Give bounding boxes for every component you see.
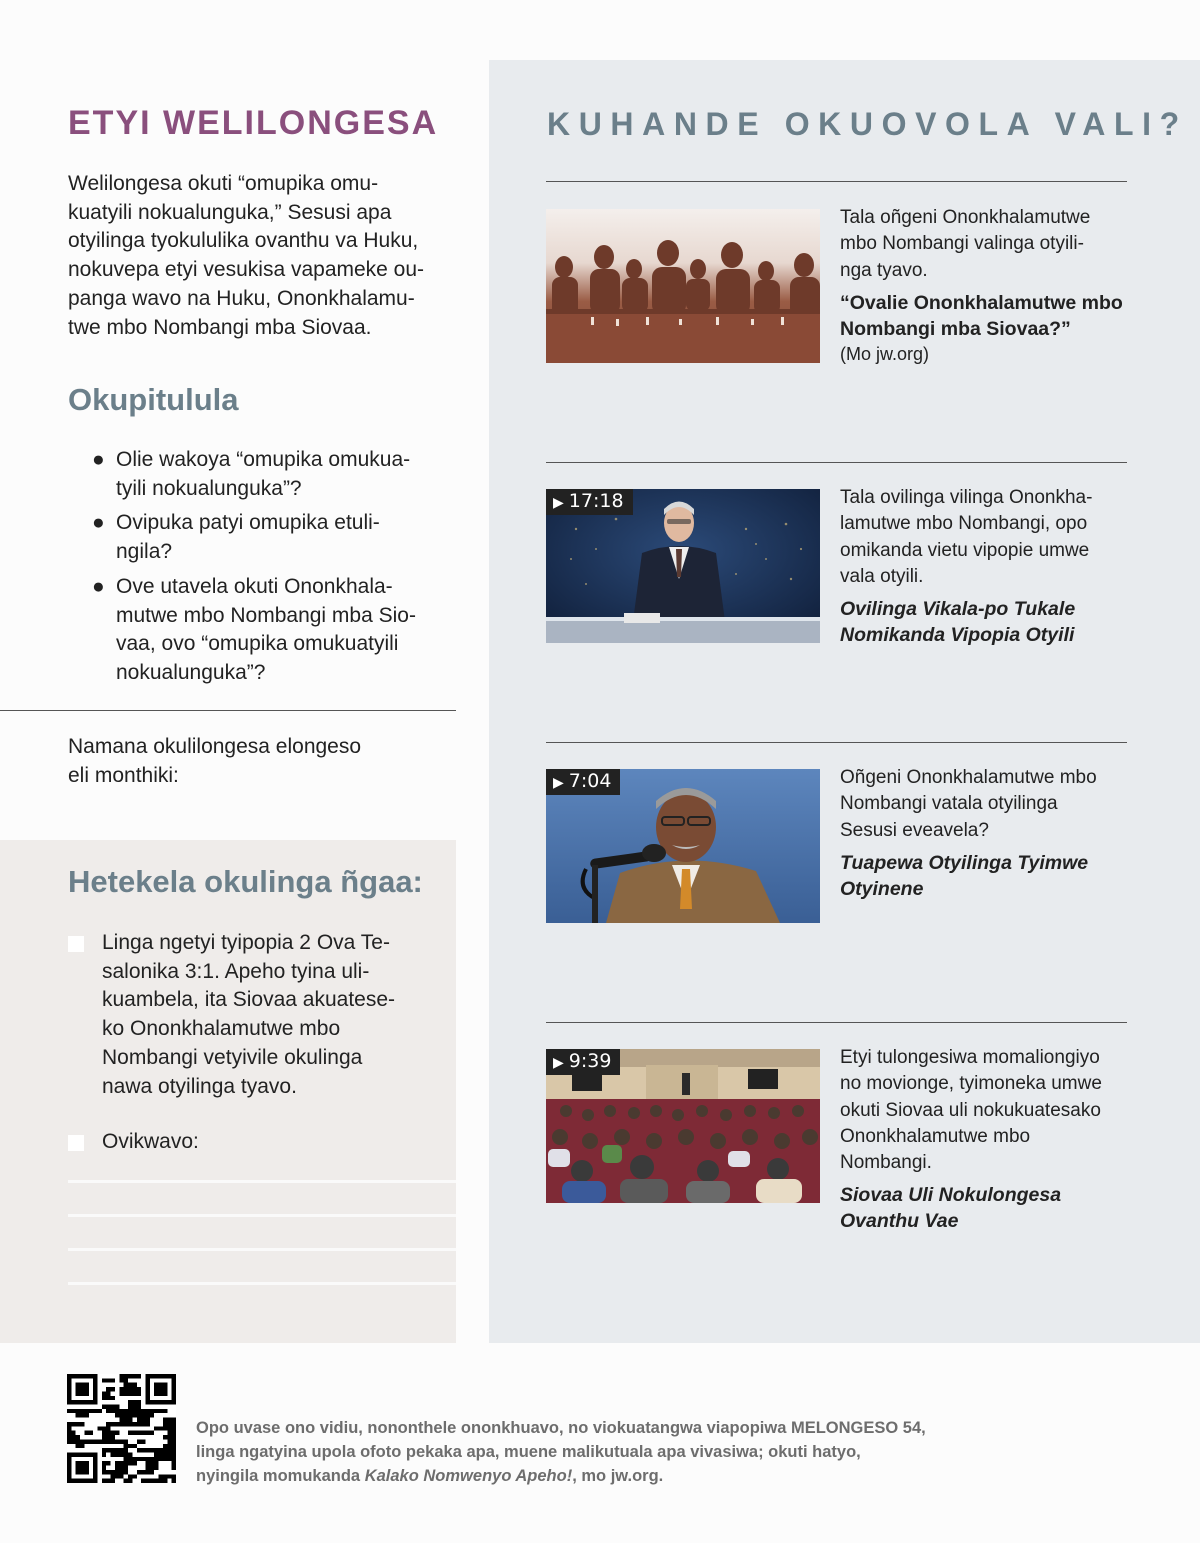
- question-line: nokualunguka”?: [116, 660, 266, 684]
- right-panel: [489, 60, 1200, 1343]
- footer-line: linga ngatyina upola ofoto pekaka apa, muene malikutuala apa vivasiwa; okuti hatyo,: [196, 1443, 861, 1461]
- task-line: salonika 3:1. Apeho tyina uli-: [102, 959, 370, 983]
- description-line: Etyi tulongesiwa momaliongiyo: [840, 1047, 1100, 1068]
- task-line: ko Ononkhalamutwe mbo: [102, 1017, 341, 1041]
- try-heading: Hetekela okulinga ñgaa:: [68, 864, 423, 899]
- prompt-line: eli monthiki:: [68, 763, 179, 787]
- duration-text: 7:04: [568, 770, 612, 792]
- task-line: kuambela, ita Siovaa akuatese-: [102, 988, 396, 1012]
- description-line: vala otyili.: [840, 565, 924, 587]
- review-question: [92, 446, 452, 503]
- intro-line: nokuvepa etyi vesukisa vapameke ou-: [68, 258, 425, 282]
- title-line: Nomikanda Vipopia Otyili: [840, 624, 1075, 647]
- task-item-other[interactable]: [68, 1128, 438, 1157]
- silhouette-image: [546, 209, 820, 363]
- bullet-icon: ●: [92, 511, 105, 535]
- task-text: Ovikwavo:: [102, 1130, 199, 1153]
- description-line: omikanda vietu vipopie umwe: [840, 539, 1090, 561]
- write-line: [68, 1214, 456, 1217]
- video-description: [840, 205, 1130, 284]
- title-line: Siovaa Uli Nokulongesa: [840, 1184, 1062, 1206]
- description-line: Sesusi eveavela?: [840, 819, 989, 841]
- task-text: [102, 929, 438, 1101]
- duration-badge: [546, 489, 633, 515]
- divider: [546, 1022, 1127, 1023]
- write-line: [68, 1282, 456, 1285]
- title-line: Otyinene: [840, 878, 924, 901]
- title-line: Nombangi mba Siovaa?”: [840, 318, 1071, 341]
- task-item-prayer[interactable]: [68, 929, 438, 1101]
- video-thumbnail-speaker-desk[interactable]: [546, 489, 820, 643]
- description-line: Tala oñgeni Ononkhalamutwe: [840, 207, 1091, 228]
- review-question: [92, 509, 452, 566]
- video-title[interactable]: [840, 850, 1135, 903]
- duration-text: 17:18: [568, 490, 624, 512]
- footer-line: Opo uvase ono vidiu, nononthele ononkhuavo, no viokuatangwa viapopiwa MELONGESO 54,: [196, 1419, 926, 1437]
- question-line: Ovipuka patyi omupika etuli-: [116, 511, 380, 535]
- video-thumbnail-speaker-microphone[interactable]: [546, 769, 820, 923]
- source-label: (Mo jw.org): [840, 344, 930, 364]
- task-line: Nombangi vetyivile okulinga: [102, 1045, 363, 1069]
- title-line: Ovanthu Vae: [840, 1210, 959, 1233]
- video-thumbnail-governing-body[interactable]: [546, 209, 820, 363]
- prompt-line: Namana okulilongesa elongeso: [68, 735, 362, 758]
- qr-code-graphic: [67, 1374, 176, 1483]
- description-line: Oñgeni Ononkhalamutwe mbo: [840, 767, 1097, 788]
- write-line: [68, 1248, 456, 1251]
- left-column: [0, 0, 456, 1343]
- footer-line: , mo jw.org.: [572, 1467, 664, 1485]
- question-line: tyili nokualunguka”?: [116, 476, 302, 500]
- qr-code-icon[interactable]: [67, 1374, 176, 1483]
- question-line: vaa, ovo “omupika omukuatyili: [116, 632, 399, 656]
- description-line: lamutwe mbo Nombangi, opo: [840, 513, 1088, 535]
- video-thumbnail-classroom[interactable]: [546, 1049, 820, 1203]
- question-line: mutwe mbo Nombangi mba Sio-: [116, 603, 416, 627]
- checkbox[interactable]: [68, 1135, 84, 1151]
- checkbox[interactable]: [68, 936, 84, 952]
- intro-line: panga wavo na Huku, Ononkhalamu-: [68, 286, 415, 310]
- bullet-icon: ●: [92, 574, 105, 598]
- play-icon: ▶: [553, 1055, 564, 1071]
- description-line: Ononkhalamutwe mbo: [840, 1125, 1031, 1147]
- duration-badge: [546, 769, 620, 795]
- intro-line: Welilongesa okuti “omupika omu-: [68, 172, 379, 195]
- review-list: [92, 446, 452, 694]
- publication-title: Kalako Nomwenyo Apeho!: [364, 1467, 573, 1485]
- description-line: okuti Siovaa uli nokukuatesako: [840, 1099, 1101, 1121]
- divider: [0, 710, 456, 711]
- description-line: mbo Nombangi valinga otyili-: [840, 233, 1084, 255]
- footer-note: [196, 1416, 996, 1488]
- video-description: [840, 1045, 1130, 1176]
- intro-line: twe mbo Nombangi mba Siovaa.: [68, 315, 372, 339]
- review-heading: Okupitulula: [68, 382, 239, 417]
- footer-line: nyingila momukanda: [196, 1467, 365, 1485]
- description-line: Nombangi.: [840, 1152, 932, 1174]
- divider: [546, 462, 1127, 463]
- video-description: [840, 765, 1130, 844]
- article-title[interactable]: [840, 290, 1135, 343]
- section-title-learn-more: KUHANDE OKUOVOLA VALI?: [547, 106, 1188, 142]
- video-description: [840, 485, 1130, 590]
- bullet-icon: ●: [92, 448, 105, 471]
- title-line: Tuapewa Otyilinga Tyimwe: [840, 852, 1089, 874]
- description-line: Nombangi vatala otyilinga: [840, 793, 1058, 815]
- divider: [546, 742, 1127, 743]
- try-this-box: [0, 840, 456, 1343]
- duration-text: 9:39: [568, 1050, 612, 1072]
- video-title[interactable]: [840, 596, 1135, 649]
- section-title-learned: ETYI WELILONGESA: [68, 104, 439, 142]
- divider: [546, 181, 1127, 182]
- question-line: Ove utavela okuti Ononkhala-: [116, 574, 393, 598]
- title-line: Ovilinga Vikala-po Tukale: [840, 598, 1076, 620]
- title-line: “Ovalie Ononkhalamutwe mbo: [840, 292, 1123, 314]
- duration-badge: [546, 1049, 620, 1075]
- description-line: no movionge, tyimoneka umwe: [840, 1073, 1102, 1095]
- intro-paragraph: [68, 170, 456, 342]
- question-line: Olie wakoya “omupika omukua-: [116, 448, 411, 471]
- intro-line: kuatyili nokualunguka,” Sesusi apa: [68, 200, 392, 224]
- task-line: nawa otyilinga tyavo.: [102, 1074, 297, 1098]
- question-line: ngila?: [116, 540, 173, 564]
- intro-line: otyilinga tyokululika ovanthu va Huku,: [68, 229, 419, 253]
- task-line: Linga ngetyi tyipopia 2 Ova Te-: [102, 931, 390, 954]
- video-title[interactable]: [840, 1182, 1135, 1235]
- lesson-date-prompt: [68, 733, 428, 790]
- play-icon: ▶: [553, 775, 564, 791]
- review-question: [92, 573, 452, 688]
- play-icon: ▶: [553, 495, 564, 511]
- write-line: [68, 1180, 456, 1183]
- description-line: Tala ovilinga vilinga Ononkha-: [840, 487, 1093, 508]
- description-line: nga tyavo.: [840, 259, 928, 281]
